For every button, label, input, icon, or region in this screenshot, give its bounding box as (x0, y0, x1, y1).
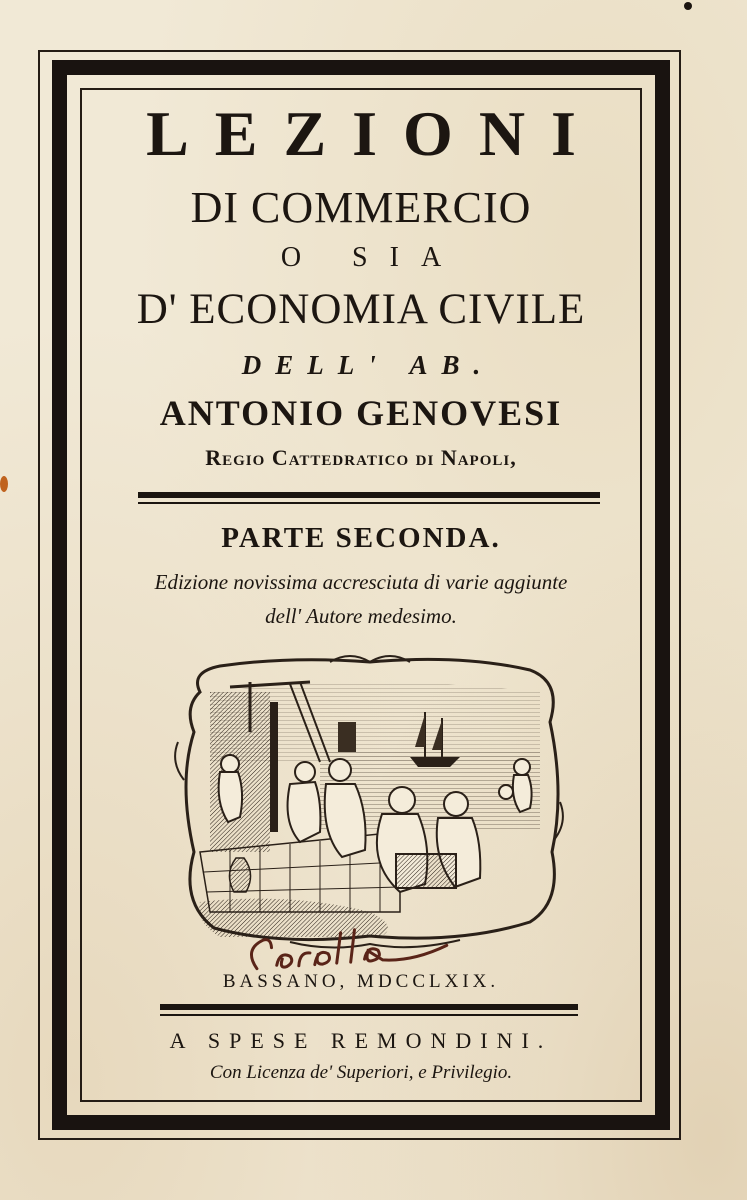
imprint-rule-top (160, 1004, 578, 1010)
publisher-line: A SPESE REMONDINI. (169, 1028, 553, 1053)
double-rule-top (138, 492, 600, 498)
allegorical-vignette-icon (170, 652, 568, 952)
imprint-place: BASSANO, MDCCLXIX. (222, 971, 500, 992)
double-rule-bottom (138, 502, 600, 504)
paper-stain (0, 476, 8, 492)
edition-line-2: dell' Autore medesimo. (265, 604, 457, 628)
author-title: Regio Cattedratico di Napoli, (205, 445, 517, 470)
author-name: ANTONIO GENOVESI (159, 393, 563, 433)
title-lezioni: LEZIONI (146, 98, 602, 169)
part-heading: PARTE SECONDA. (221, 522, 501, 554)
title-o-sia: O SIA (280, 242, 464, 273)
license-line: Con Licenza de' Superiori, e Privilegio. (209, 1062, 513, 1083)
title-di-commercio: DI COMMERCIO (190, 183, 532, 232)
imprint-rule-bottom (160, 1014, 578, 1016)
edition-line-1: Edizione novissima accresciuta di varie aggiunte (154, 570, 568, 594)
title-economia-civile: D' ECONOMIA CIVILE (136, 286, 586, 333)
ink-spot (684, 2, 692, 10)
title-dell-ab: DELL' AB. (241, 350, 495, 380)
